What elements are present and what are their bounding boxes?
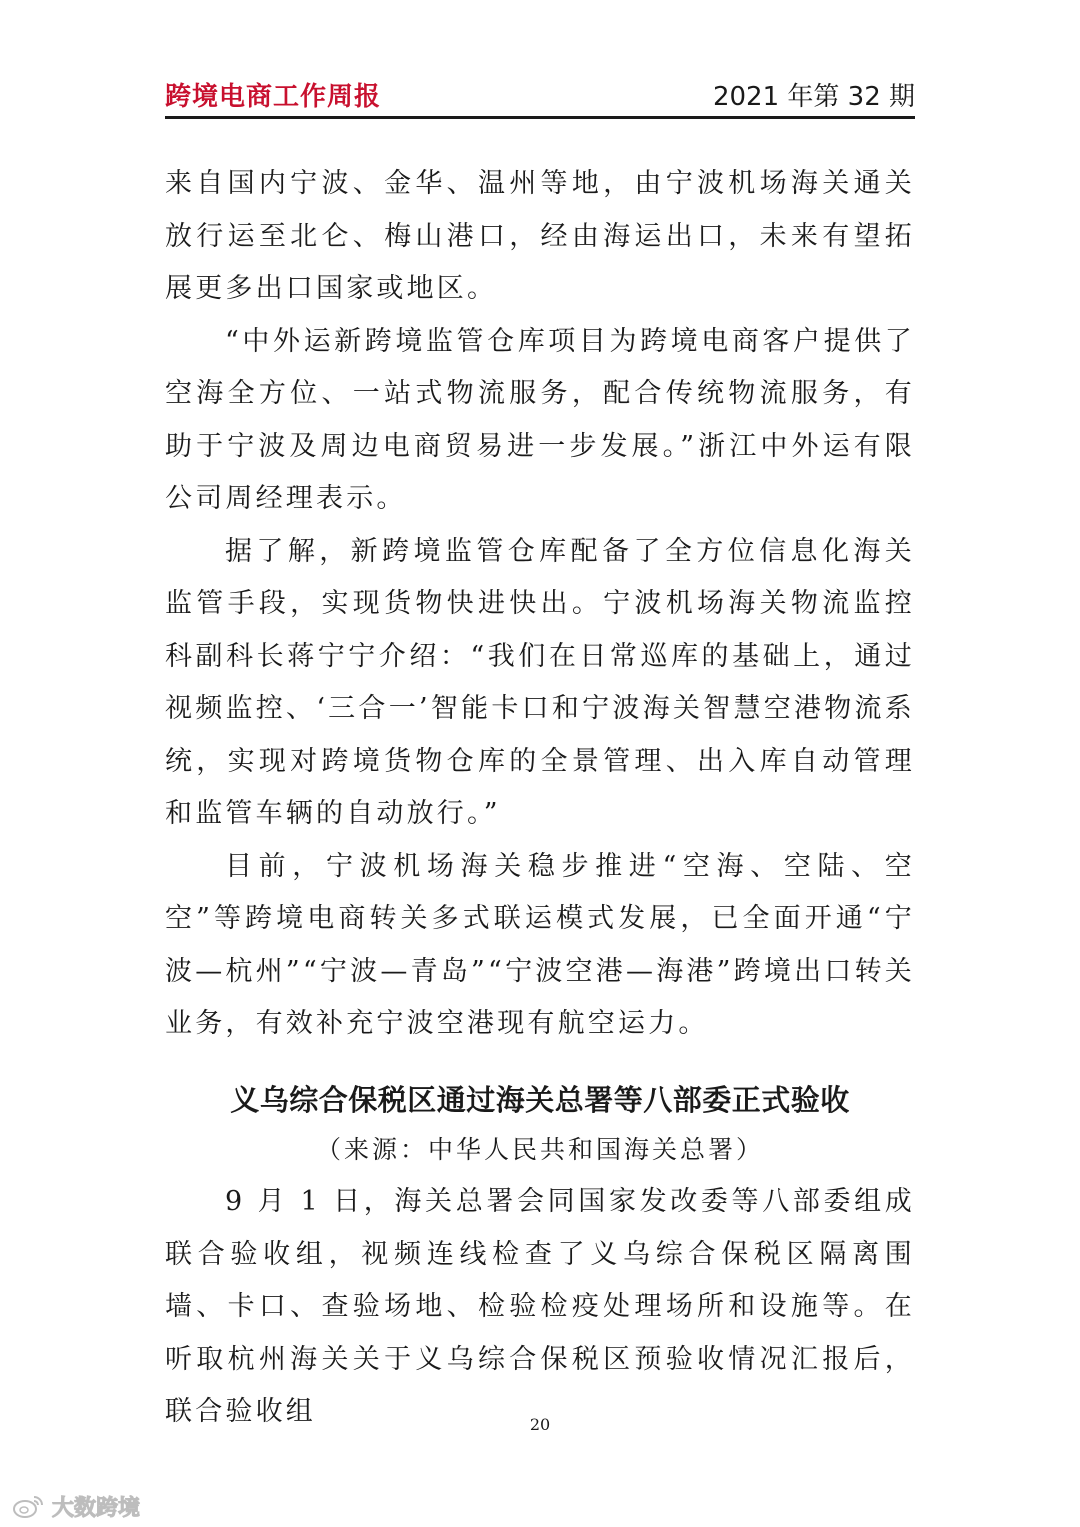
article-title: 义乌综合保税区通过海关总署等八部委正式验收 [230, 1083, 850, 1117]
weibo-logo-icon [12, 1493, 46, 1519]
page-header [165, 72, 915, 119]
paragraph-3: 据了解，新跨境监管仓库配备了全方位信息化海关监管手段，实现货物快进快出。宁波机场海关物流监控科副科长蒋宁宁介绍：“我们在日常巡库的基础上，通过视频监控、‘三合一’智能卡口和宁波海关智慧空港物流系统，实现对跨境货物仓库的全景管理、出入库自动管理和监管车辆的自动放行。” [165, 535, 915, 829]
watermark [12, 1492, 140, 1520]
article-paragraph-1: 9 月 1 日，海关总署会同国家发改委等八部委组成联合验收组，视频连线检查了义乌综合保税区隔离围墙、卡口、查验场地、检验检疫处理场所和设施等。在听取杭州海关关于义乌综合保税区预验收情况汇报后，联合验收组 [165, 1186, 915, 1427]
page-number: 20 [529, 1415, 551, 1434]
article-body [165, 1176, 915, 1439]
publication-title: 跨境电商工作周报 [165, 82, 382, 112]
paragraph-2: “中外运新跨境监管仓库项目为跨境电商客户提供了空海全方位、一站式物流服务，配合传统物流服务，有助于宁波及周边电商贸易进一步发展。”浙江中外运有限公司周经理表示。 [165, 325, 915, 514]
watermark-text: 大数跨境 [52, 1495, 141, 1521]
paragraph-4: 目前，宁波机场海关稳步推进“空海、空陆、空空”等跨境电商转关多式联运模式发展，已全面开通“宁波—杭州”“宁波—青岛”“宁波空港—海港”跨境出口转关业务，有效补充宁波空港现有航空运力。 [165, 850, 915, 1039]
paragraph-1: 来自国内宁波、金华、温州等地，由宁波机场海关通关放行运至北仑、梅山港口，经由海运出口，未来有望拓展更多出口国家或地区。 [165, 168, 915, 304]
article-section [165, 1078, 915, 1439]
issue-number: 2021 年第 32 期 [712, 82, 915, 112]
article-source: （来源：中华人民共和国海关总署） [315, 1135, 764, 1164]
article-continuation [165, 158, 915, 1051]
